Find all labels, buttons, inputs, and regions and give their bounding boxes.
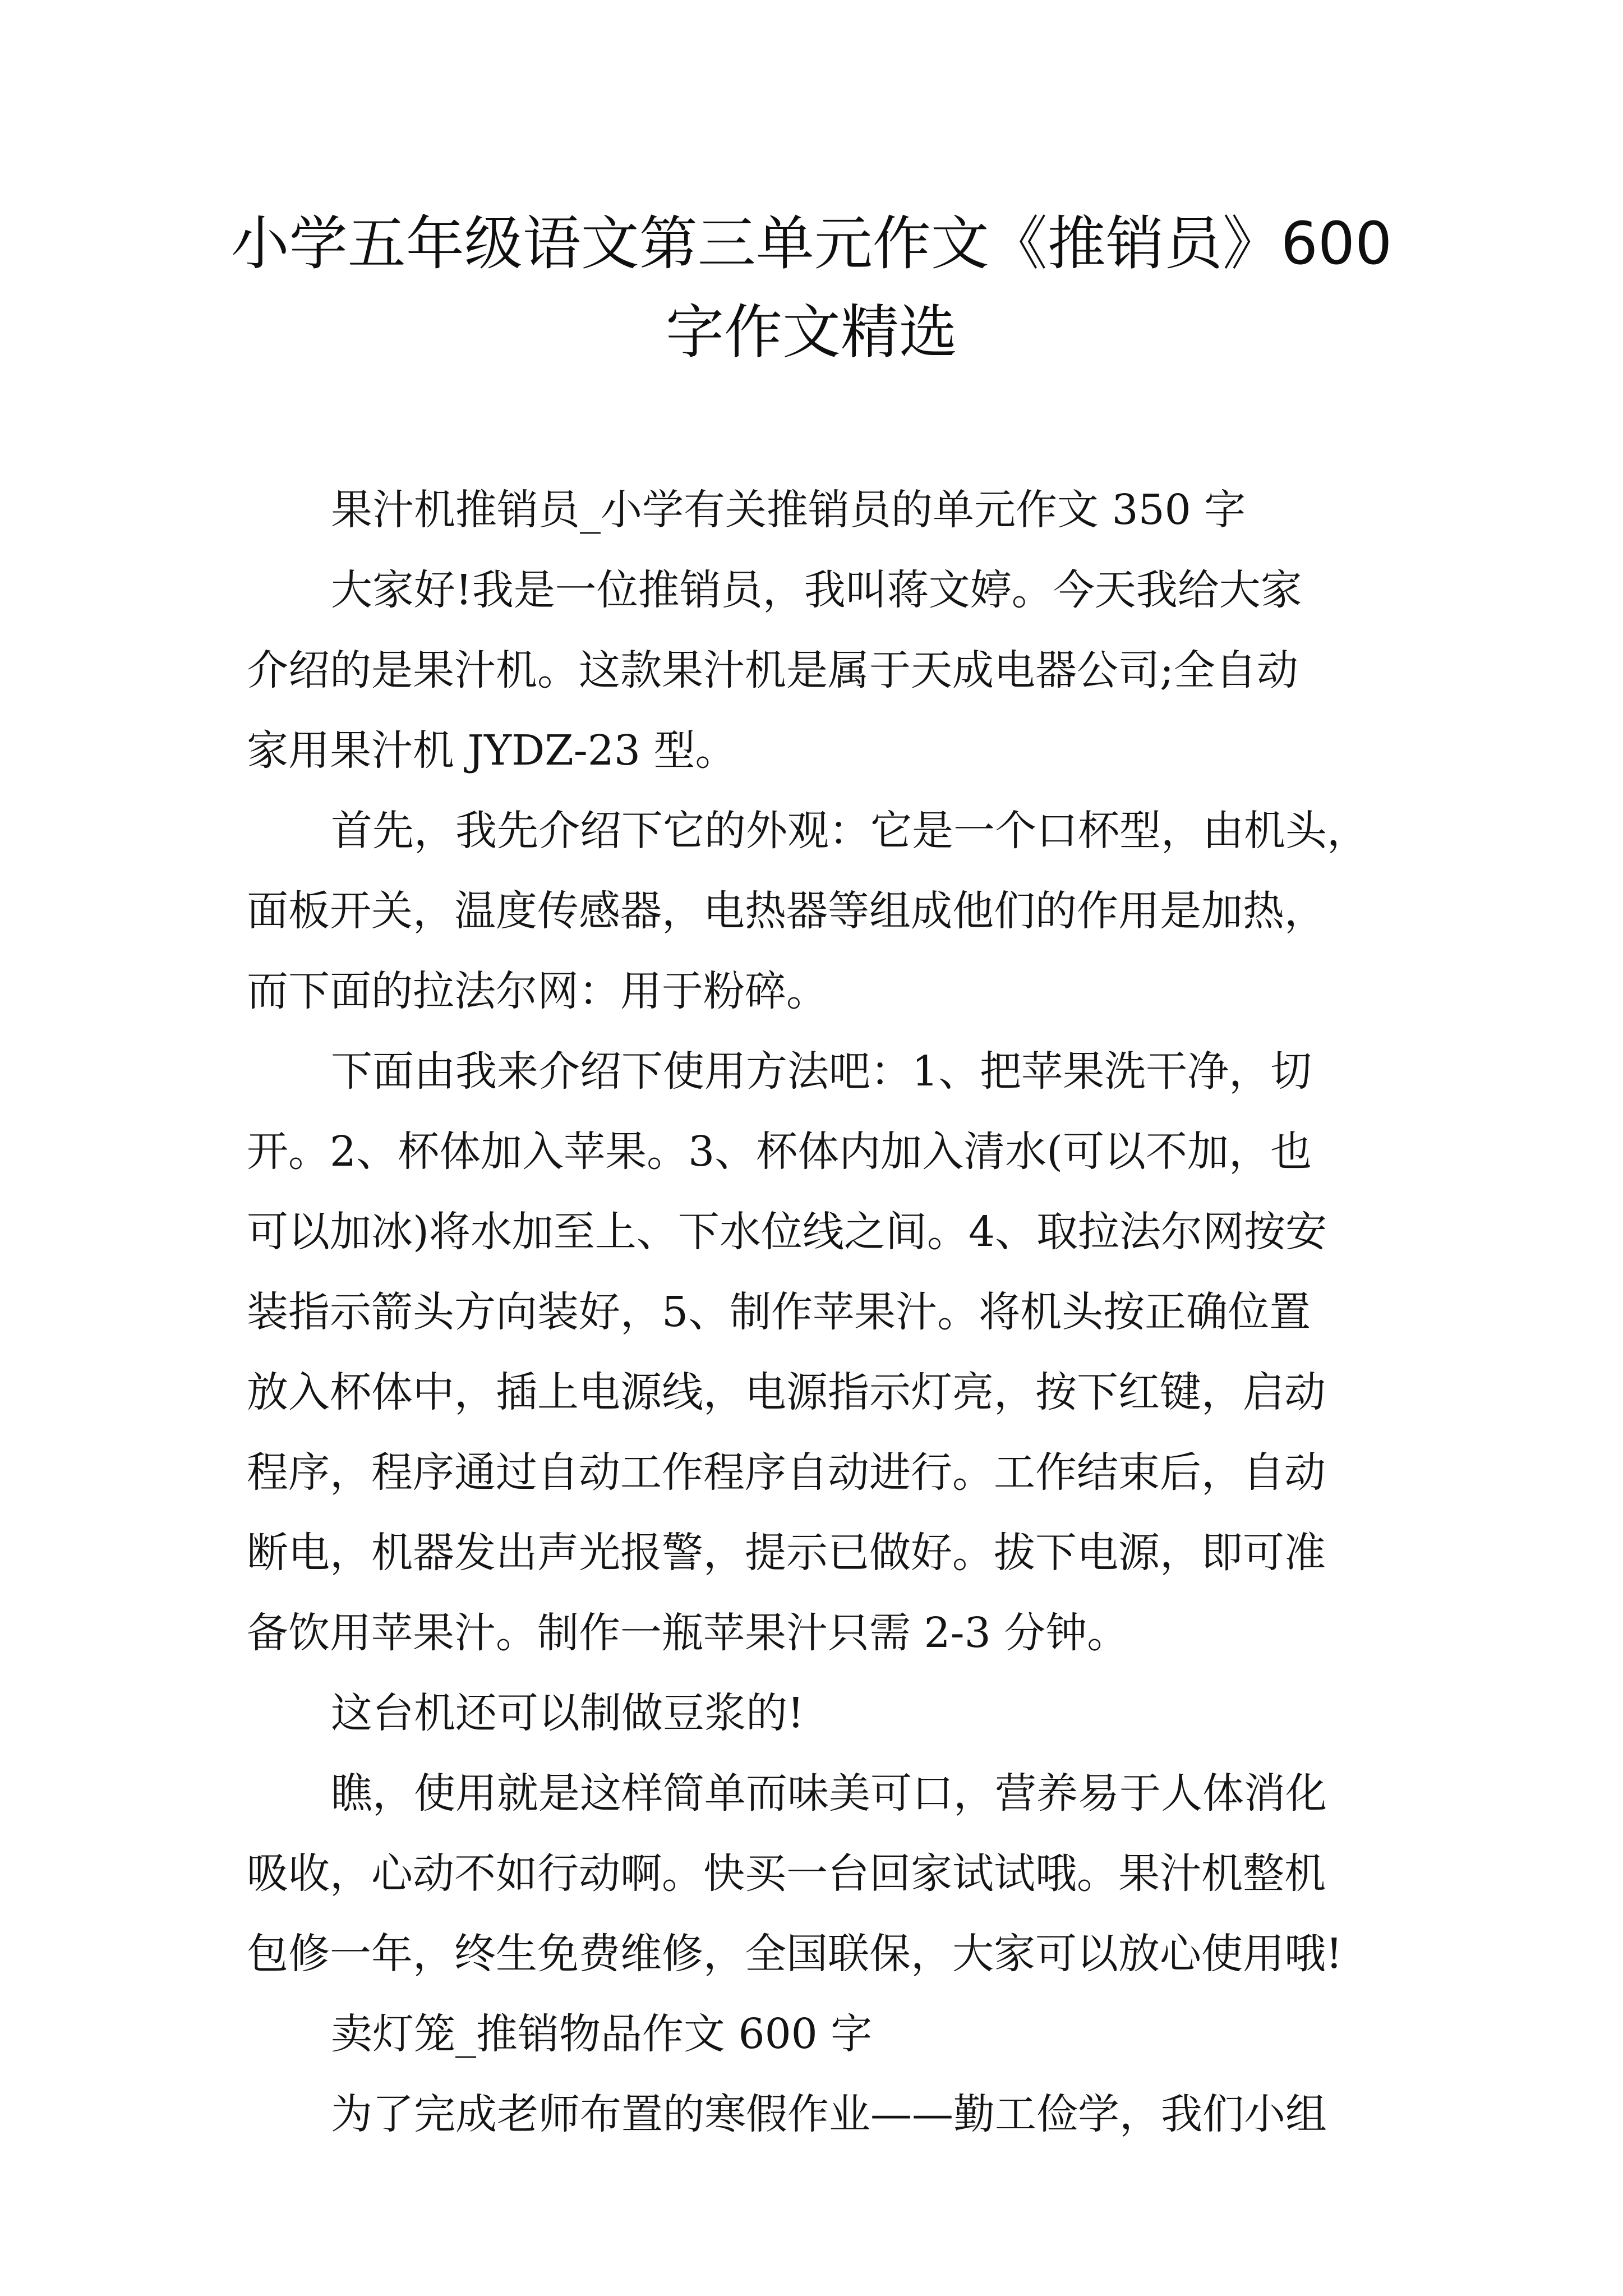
- body-line: 大家好!我是一位推销员，我叫蒋文婷。今天我给大家: [331, 566, 1302, 614]
- body-line: 瞧，使用就是这样简单而味美可口，营养易于人体消化: [331, 1769, 1327, 1818]
- body-line: 面板开关，温度传感器，电热器等组成他们的作用是加热，: [247, 887, 1326, 935]
- body-line: 程序，程序通过自动工作程序自动进行。工作结束后，自动: [247, 1448, 1326, 1497]
- body-line: 吸收，心动不如行动啊。快买一台回家试试哦。果汁机整机: [247, 1849, 1326, 1898]
- body-line: 可以加冰)将水加至上、下水位线之间。4、取拉法尔网按安: [247, 1208, 1327, 1256]
- body-line: 家用果汁机 JYDZ-23 型。: [247, 726, 737, 775]
- title-line-1: 小学五年级语文第三单元作文《推销员》600: [230, 209, 1393, 278]
- subheading-juicer: 果汁机推销员_小学有关推销员的单元作文 350 字: [331, 486, 1246, 534]
- body-line: 开。2、杯体加入苹果。3、杯体内加入清水(可以不加，也: [247, 1128, 1312, 1176]
- body-line: 装指示箭头方向装好，5、制作苹果汁。将机头按正确位置: [247, 1288, 1311, 1336]
- body-line: 包修一年，终生免费维修，全国联保，大家可以放心使用哦!: [247, 1930, 1343, 1978]
- body-line: 首先，我先介绍下它的外观：它是一个口杯型，由机头，: [331, 807, 1368, 855]
- subheading-lantern: 卖灯笼_推销物品作文 600 字: [331, 2010, 873, 2058]
- body-line: 备饮用苹果汁。制作一瓶苹果汁只需 2-3 分钟。: [247, 1609, 1129, 1657]
- body-line: 介绍的是果汁机。这款果汁机是属于天成电器公司;全自动: [247, 646, 1298, 694]
- document-body: [247, 470, 1385, 2155]
- body-line: 放入杯体中，插上电源线，电源指示灯亮，按下红键，启动: [247, 1368, 1326, 1416]
- body-line: 为了完成老师布置的寒假作业——勤工俭学，我们小组: [331, 2090, 1327, 2138]
- body-line: 而下面的拉法尔网：用于粉碎。: [247, 967, 828, 1015]
- document-title: [168, 199, 1455, 376]
- body-line: 这台机还可以制做豆浆的!: [331, 1689, 804, 1737]
- title-line-2: 字作文精选: [665, 298, 957, 366]
- body-line: 断电，机器发出声光报警，提示已做好。拔下电源，即可准: [247, 1529, 1326, 1577]
- body-line: 下面由我来介绍下使用方法吧：1、把苹果洗干净，切: [331, 1047, 1312, 1096]
